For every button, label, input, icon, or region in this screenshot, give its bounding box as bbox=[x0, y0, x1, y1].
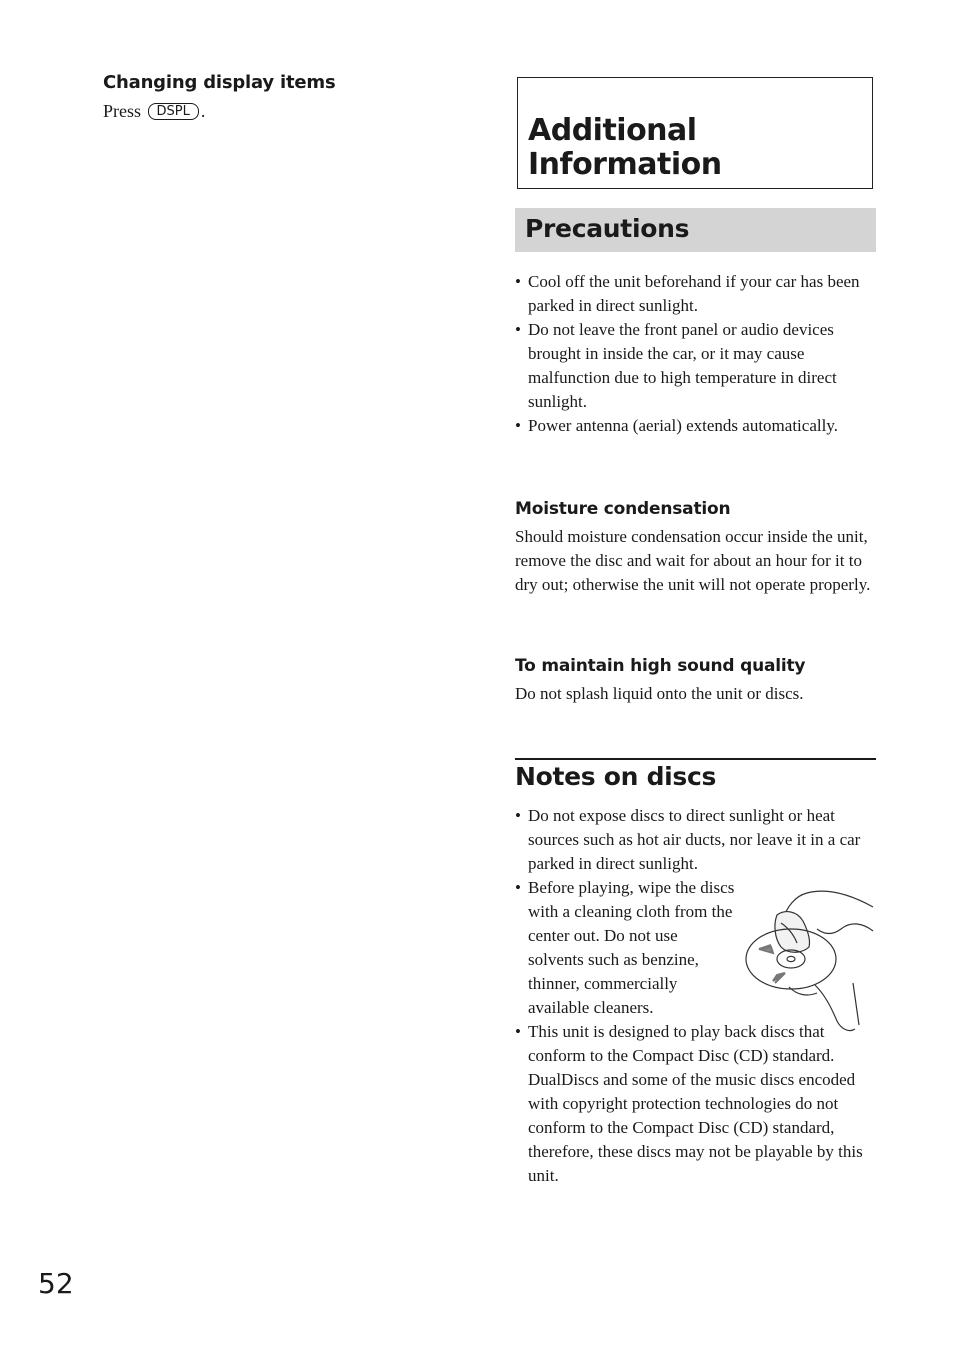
moisture-heading: Moisture condensation bbox=[515, 499, 731, 519]
list-item: • This unit is designed to play back discs that conform to the Compact Disc (CD) standard. DualDiscs and some of the music discs encoded with copyright protection technologies do not conform to the Compact Disc (CD) standard, therefore, these discs may not be playable by this unit. bbox=[515, 1020, 876, 1188]
section-divider bbox=[515, 758, 876, 760]
changing-display-items-heading: Changing display items bbox=[103, 72, 336, 93]
sound-quality-text: Do not splash liquid onto the unit or discs. bbox=[515, 684, 804, 703]
list-item: • Cool off the unit beforehand if your car has been parked in direct sunlight. bbox=[515, 270, 876, 318]
precautions-list bbox=[515, 270, 876, 438]
chapter-title-line1: Additional bbox=[528, 113, 697, 148]
precautions-list-block bbox=[515, 270, 876, 438]
wipe-arrow-icon bbox=[759, 945, 773, 953]
disc-cleaning-illustration bbox=[745, 887, 877, 1037]
moisture-text: Should moisture condensation occur inside the unit, remove the disc and wait for about an hour for it to dry out; otherwise the unit will not operate properly. bbox=[515, 527, 871, 594]
list-item: • Do not leave the front panel or audio devices brought in inside the car, or it may cause malfunction due to high temperature in direct sunlight. bbox=[515, 318, 876, 414]
notes-on-discs-title: Notes on discs bbox=[515, 762, 717, 791]
sound-quality-block bbox=[515, 654, 876, 706]
left-column bbox=[103, 70, 483, 126]
press-instruction bbox=[103, 96, 483, 126]
list-item: • Power antenna (aerial) extends automatically. bbox=[515, 414, 876, 438]
precautions-header-band bbox=[515, 208, 876, 252]
moisture-block bbox=[515, 497, 876, 597]
page-number: 52 bbox=[38, 1267, 74, 1300]
chapter-title-line2: Information bbox=[528, 147, 722, 182]
chapter-title-box bbox=[517, 77, 873, 189]
chapter-title bbox=[528, 114, 722, 182]
press-text: Press bbox=[103, 101, 142, 121]
list-item: • Do not expose discs to direct sunlight or heat sources such as hot air ducts, nor leave it in a car parked in direct sunlight. bbox=[515, 804, 876, 876]
wipe-arrow-icon bbox=[773, 973, 785, 983]
list-item: • Before playing, wipe the discs with a cleaning cloth from the center out. Do not use solvents such as benzine, thinner, commercially available cleaners. bbox=[515, 876, 876, 1020]
dspl-key: DSPL bbox=[148, 103, 199, 120]
sound-quality-heading: To maintain high sound quality bbox=[515, 656, 806, 676]
precautions-title: Precautions bbox=[525, 214, 690, 243]
period: . bbox=[200, 101, 206, 121]
